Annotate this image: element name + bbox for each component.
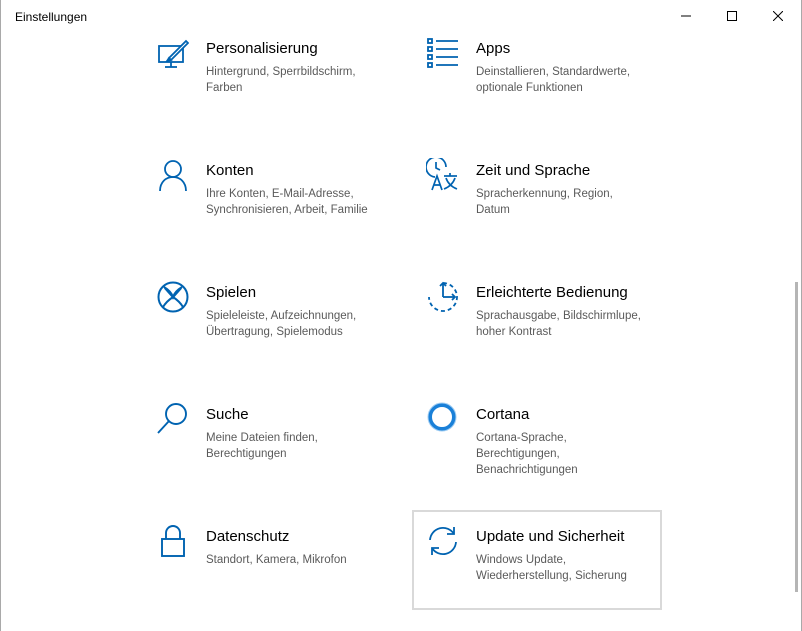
tile-title: Konten xyxy=(206,162,254,179)
tile-description xyxy=(476,430,666,478)
tile-description-line: Hintergrund, Sperrbildschirm, xyxy=(206,66,356,78)
window-title: Einstellungen xyxy=(15,10,88,24)
tile-description xyxy=(476,308,666,340)
tile-gaming[interactable] xyxy=(156,280,404,380)
vertical-scrollbar[interactable] xyxy=(795,282,798,592)
tile-description xyxy=(206,308,396,340)
tile-privacy[interactable] xyxy=(156,524,404,624)
ease-of-access-icon xyxy=(426,280,460,314)
tile-apps[interactable] xyxy=(426,36,674,136)
xbox-icon xyxy=(156,280,190,314)
tile-title: Spielen xyxy=(206,284,257,301)
settings-grid xyxy=(1,32,793,631)
title-bar[interactable] xyxy=(1,0,801,32)
tile-description-line: hoher Kontrast xyxy=(476,326,552,338)
tile-description xyxy=(206,64,396,96)
tile-description xyxy=(476,64,666,96)
tile-time-language[interactable] xyxy=(426,158,674,258)
tile-ease-of-access[interactable] xyxy=(426,280,674,380)
minimize-icon xyxy=(681,11,691,21)
tile-search[interactable] xyxy=(156,402,404,502)
tile-title: Update und Sicherheit xyxy=(476,528,625,545)
maximize-icon xyxy=(727,11,737,21)
tile-description xyxy=(476,552,666,584)
tile-title: Personalisierung xyxy=(206,40,318,57)
close-icon xyxy=(773,11,783,21)
tile-description-line: Meine Dateien finden, xyxy=(206,432,318,444)
tile-title: Datenschutz xyxy=(206,528,290,545)
tile-description xyxy=(476,186,666,218)
tile-description xyxy=(206,552,396,568)
maximize-button[interactable] xyxy=(709,0,755,32)
tile-description-line: Spieleleiste, Aufzeichnungen, xyxy=(206,310,357,322)
tile-accounts[interactable] xyxy=(156,158,404,258)
tile-description-line: Benachrichtigungen xyxy=(476,464,578,476)
accounts-icon xyxy=(156,158,190,192)
tile-description-line: Standort, Kamera, Mikrofon xyxy=(206,554,347,566)
tile-description-line: Ihre Konten, E-Mail-Adresse, xyxy=(206,188,354,200)
apps-icon xyxy=(426,36,460,70)
tile-title: Apps xyxy=(476,40,511,57)
cortana-icon xyxy=(426,402,460,436)
tile-description-line: Windows Update, xyxy=(476,554,567,566)
tile-description-line: Berechtigungen, xyxy=(476,448,560,460)
lock-icon xyxy=(156,524,190,558)
tile-description-line: Deinstallieren, Standardwerte, xyxy=(476,66,631,78)
tile-description-line: Farben xyxy=(206,82,243,94)
tile-description-line: Synchronisieren, Arbeit, Familie xyxy=(206,204,368,216)
close-button[interactable] xyxy=(755,0,801,32)
personalization-icon xyxy=(156,36,190,70)
tile-title: Zeit und Sprache xyxy=(476,162,591,179)
search-icon xyxy=(156,402,190,436)
tile-title: Erleichterte Bedienung xyxy=(476,284,628,301)
tile-description-line: Berechtigungen xyxy=(206,448,287,460)
tile-description-line: Datum xyxy=(476,204,510,216)
tile-update-security[interactable] xyxy=(412,510,662,610)
time-language-icon xyxy=(426,158,460,192)
tile-title: Suche xyxy=(206,406,249,423)
tile-title: Cortana xyxy=(476,406,530,423)
tile-description-line: Spracherkennung, Region, xyxy=(476,188,613,200)
tile-description xyxy=(206,430,396,462)
minimize-button[interactable] xyxy=(663,0,709,32)
tile-description-line: Wiederherstellung, Sicherung xyxy=(476,570,627,582)
tile-description-line: optionale Funktionen xyxy=(476,82,583,94)
sync-icon xyxy=(426,524,460,558)
tile-description-line: Sprachausgabe, Bildschirmlupe, xyxy=(476,310,641,322)
tile-description-line: Übertragung, Spielemodus xyxy=(206,326,343,338)
tile-description xyxy=(206,186,396,218)
tile-personalization[interactable] xyxy=(156,36,404,136)
tile-description-line: Cortana-Sprache, xyxy=(476,432,567,444)
tile-cortana[interactable] xyxy=(426,402,674,502)
